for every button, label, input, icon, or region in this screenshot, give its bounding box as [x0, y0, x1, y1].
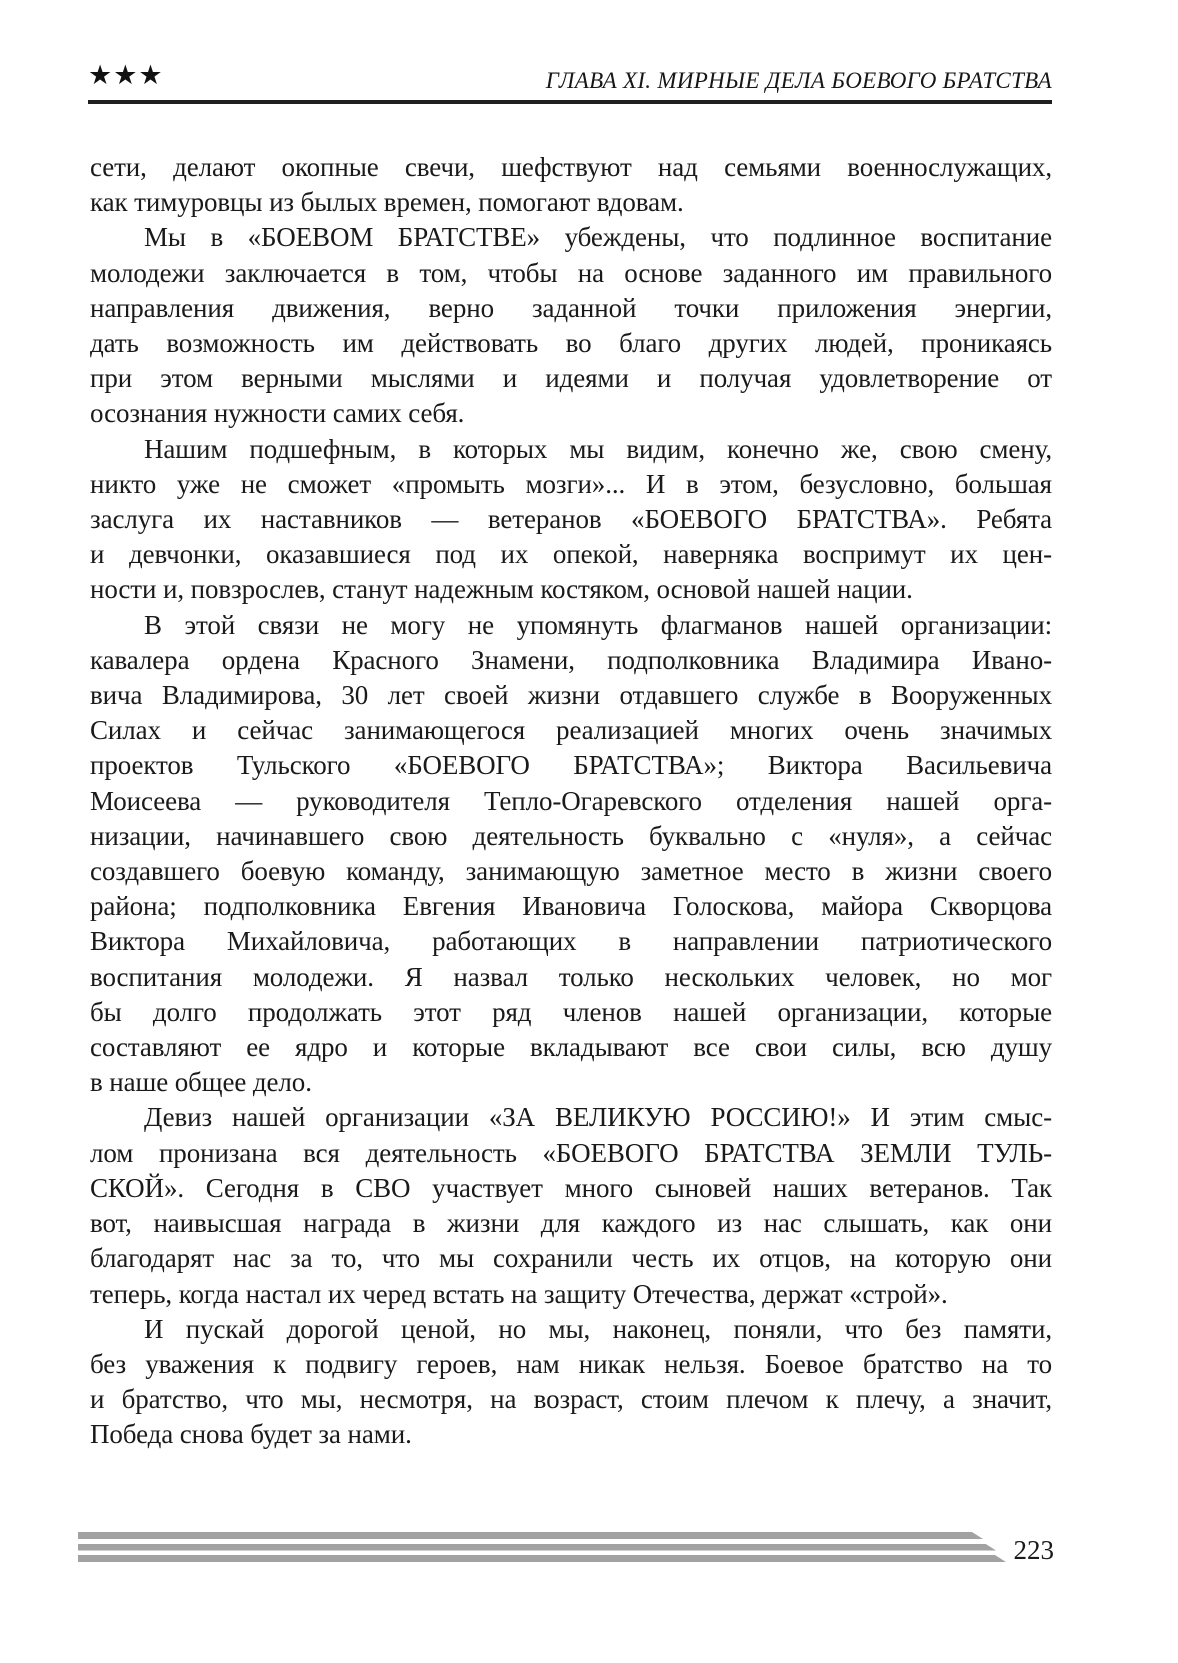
text-line: СКОЙ». Сегодня в СВО участвует много сыновей наших ветеранов. Так	[90, 1172, 1052, 1203]
running-head-chapter-title: ГЛАВА XI. МИРНЫЕ ДЕЛА БОЕВОГО БРАТСТВА	[545, 68, 1052, 93]
text-line: В этой связи не могу не упомянуть флагманов нашей организации:	[144, 609, 1052, 640]
text-line: вича Владимирова, 30 лет своей жизни отдавшего службе в Вооруженных	[90, 680, 1052, 711]
paragraph	[90, 1312, 1052, 1453]
footer-decorative-bar	[78, 1544, 996, 1551]
paragraph	[90, 1100, 1052, 1311]
text-line: Нашим подшефным, в которых мы видим, конечно же, свою смену,	[144, 433, 1052, 464]
text-line: И пускай дорогой ценой, но мы, наконец, поняли, что без памяти,	[144, 1313, 1052, 1344]
three-stars-icon: ★★★	[88, 60, 164, 91]
footer-decorative-bar	[78, 1555, 1006, 1562]
text-line: без уважения к подвигу героев, нам никак нельзя. Боевое братство на то	[90, 1348, 1052, 1379]
text-line: вот, наивысшая награда в жизни для каждого из нас слышать, как они	[90, 1208, 1052, 1239]
paragraph	[90, 150, 1052, 220]
text-line: направления движения, верно заданной точки приложения энергии,	[90, 292, 1052, 323]
text-line: ности и, повзрослев, станут надежным костяком, основой нашей нации.	[90, 574, 913, 605]
paragraph	[90, 220, 1052, 431]
text-line: благодарят нас за то, что мы сохранили честь их отцов, на которую они	[90, 1243, 1052, 1274]
text-line: теперь, когда настал их черед встать на защиту Отечества, держат «строй».	[90, 1278, 948, 1309]
text-line: Виктора Михайловича, работающих в направлении патриотического	[90, 926, 1052, 957]
header-rule	[88, 100, 1052, 104]
footer-decorative-bar	[78, 1532, 983, 1539]
page-body-text	[90, 150, 1052, 1453]
text-line: как тимуровцы из былых времен, помогают вдовам.	[90, 187, 684, 218]
text-line: составляют ее ядро и которые вкладывают все свои силы, всю душу	[90, 1032, 1052, 1063]
text-line: сети, делают окопные свечи, шефствуют над семьями военнослужащих,	[90, 152, 1052, 182]
text-line: и девчонки, оказавшиеся под их опекой, наверняка воспримут их цен-	[90, 539, 1052, 570]
text-line: лом пронизана вся деятельность «БОЕВОГО БРАТСТВА ЗЕМЛИ ТУЛЬ-	[90, 1137, 1052, 1168]
text-line: создавшего боевую команду, занимающую заметное место в жизни своего	[90, 856, 1052, 887]
text-line: Силах и сейчас занимающегося реализацией многих очень значимых	[90, 715, 1052, 746]
paragraph	[90, 608, 1052, 1101]
page-number: 223	[1013, 1535, 1054, 1565]
text-line: района; подполковника Евгения Ивановича Голоскова, майора Скворцова	[90, 891, 1052, 922]
text-line: никто уже не сможет «промыть мозги»... И в этом, безусловно, большая	[90, 468, 1052, 499]
text-line: Победа снова будет за нами.	[90, 1419, 412, 1450]
text-line: кавалера ордена Красного Знамени, подполковника Владимира Ивано-	[90, 644, 1052, 675]
text-line: проектов Тульского «БОЕВОГО БРАТСТВА»; Виктора Васильевича	[90, 750, 1052, 781]
text-line: осознания нужности самих себя.	[90, 398, 465, 429]
text-line: молодежи заключается в том, чтобы на основе заданного им правильного	[90, 257, 1052, 288]
text-line: в наше общее дело.	[90, 1067, 312, 1098]
text-line: заслуга их наставников — ветеранов «БОЕВОГО БРАТСТВА». Ребята	[90, 504, 1052, 535]
text-line: при этом верными мыслями и идеями и получая удовлетворение от	[90, 363, 1052, 394]
text-line: бы долго продолжать этот ряд членов нашей организации, которые	[90, 996, 1052, 1027]
text-line: дать возможность им действовать во благо других людей, проникаясь	[90, 328, 1052, 359]
text-line: Мы в «БОЕВОМ БРАТСТВЕ» убеждены, что подлинное воспитание	[144, 222, 1052, 253]
text-line: и братство, что мы, несмотря, на возраст, стоим плечом к плечу, а значит,	[90, 1384, 1052, 1415]
text-line: Моисеева — руководителя Тепло-Огаревского отделения нашей орга-	[90, 785, 1052, 816]
paragraph	[90, 432, 1052, 608]
text-line: Девиз нашей организации «ЗА ВЕЛИКУЮ РОССИЮ!» И этим смыс-	[144, 1102, 1052, 1133]
text-line: воспитания молодежи. Я назвал только нескольких человек, но мог	[90, 961, 1052, 992]
text-line: низации, начинавшего свою деятельность буквально с «нуля», а сейчас	[90, 820, 1052, 851]
